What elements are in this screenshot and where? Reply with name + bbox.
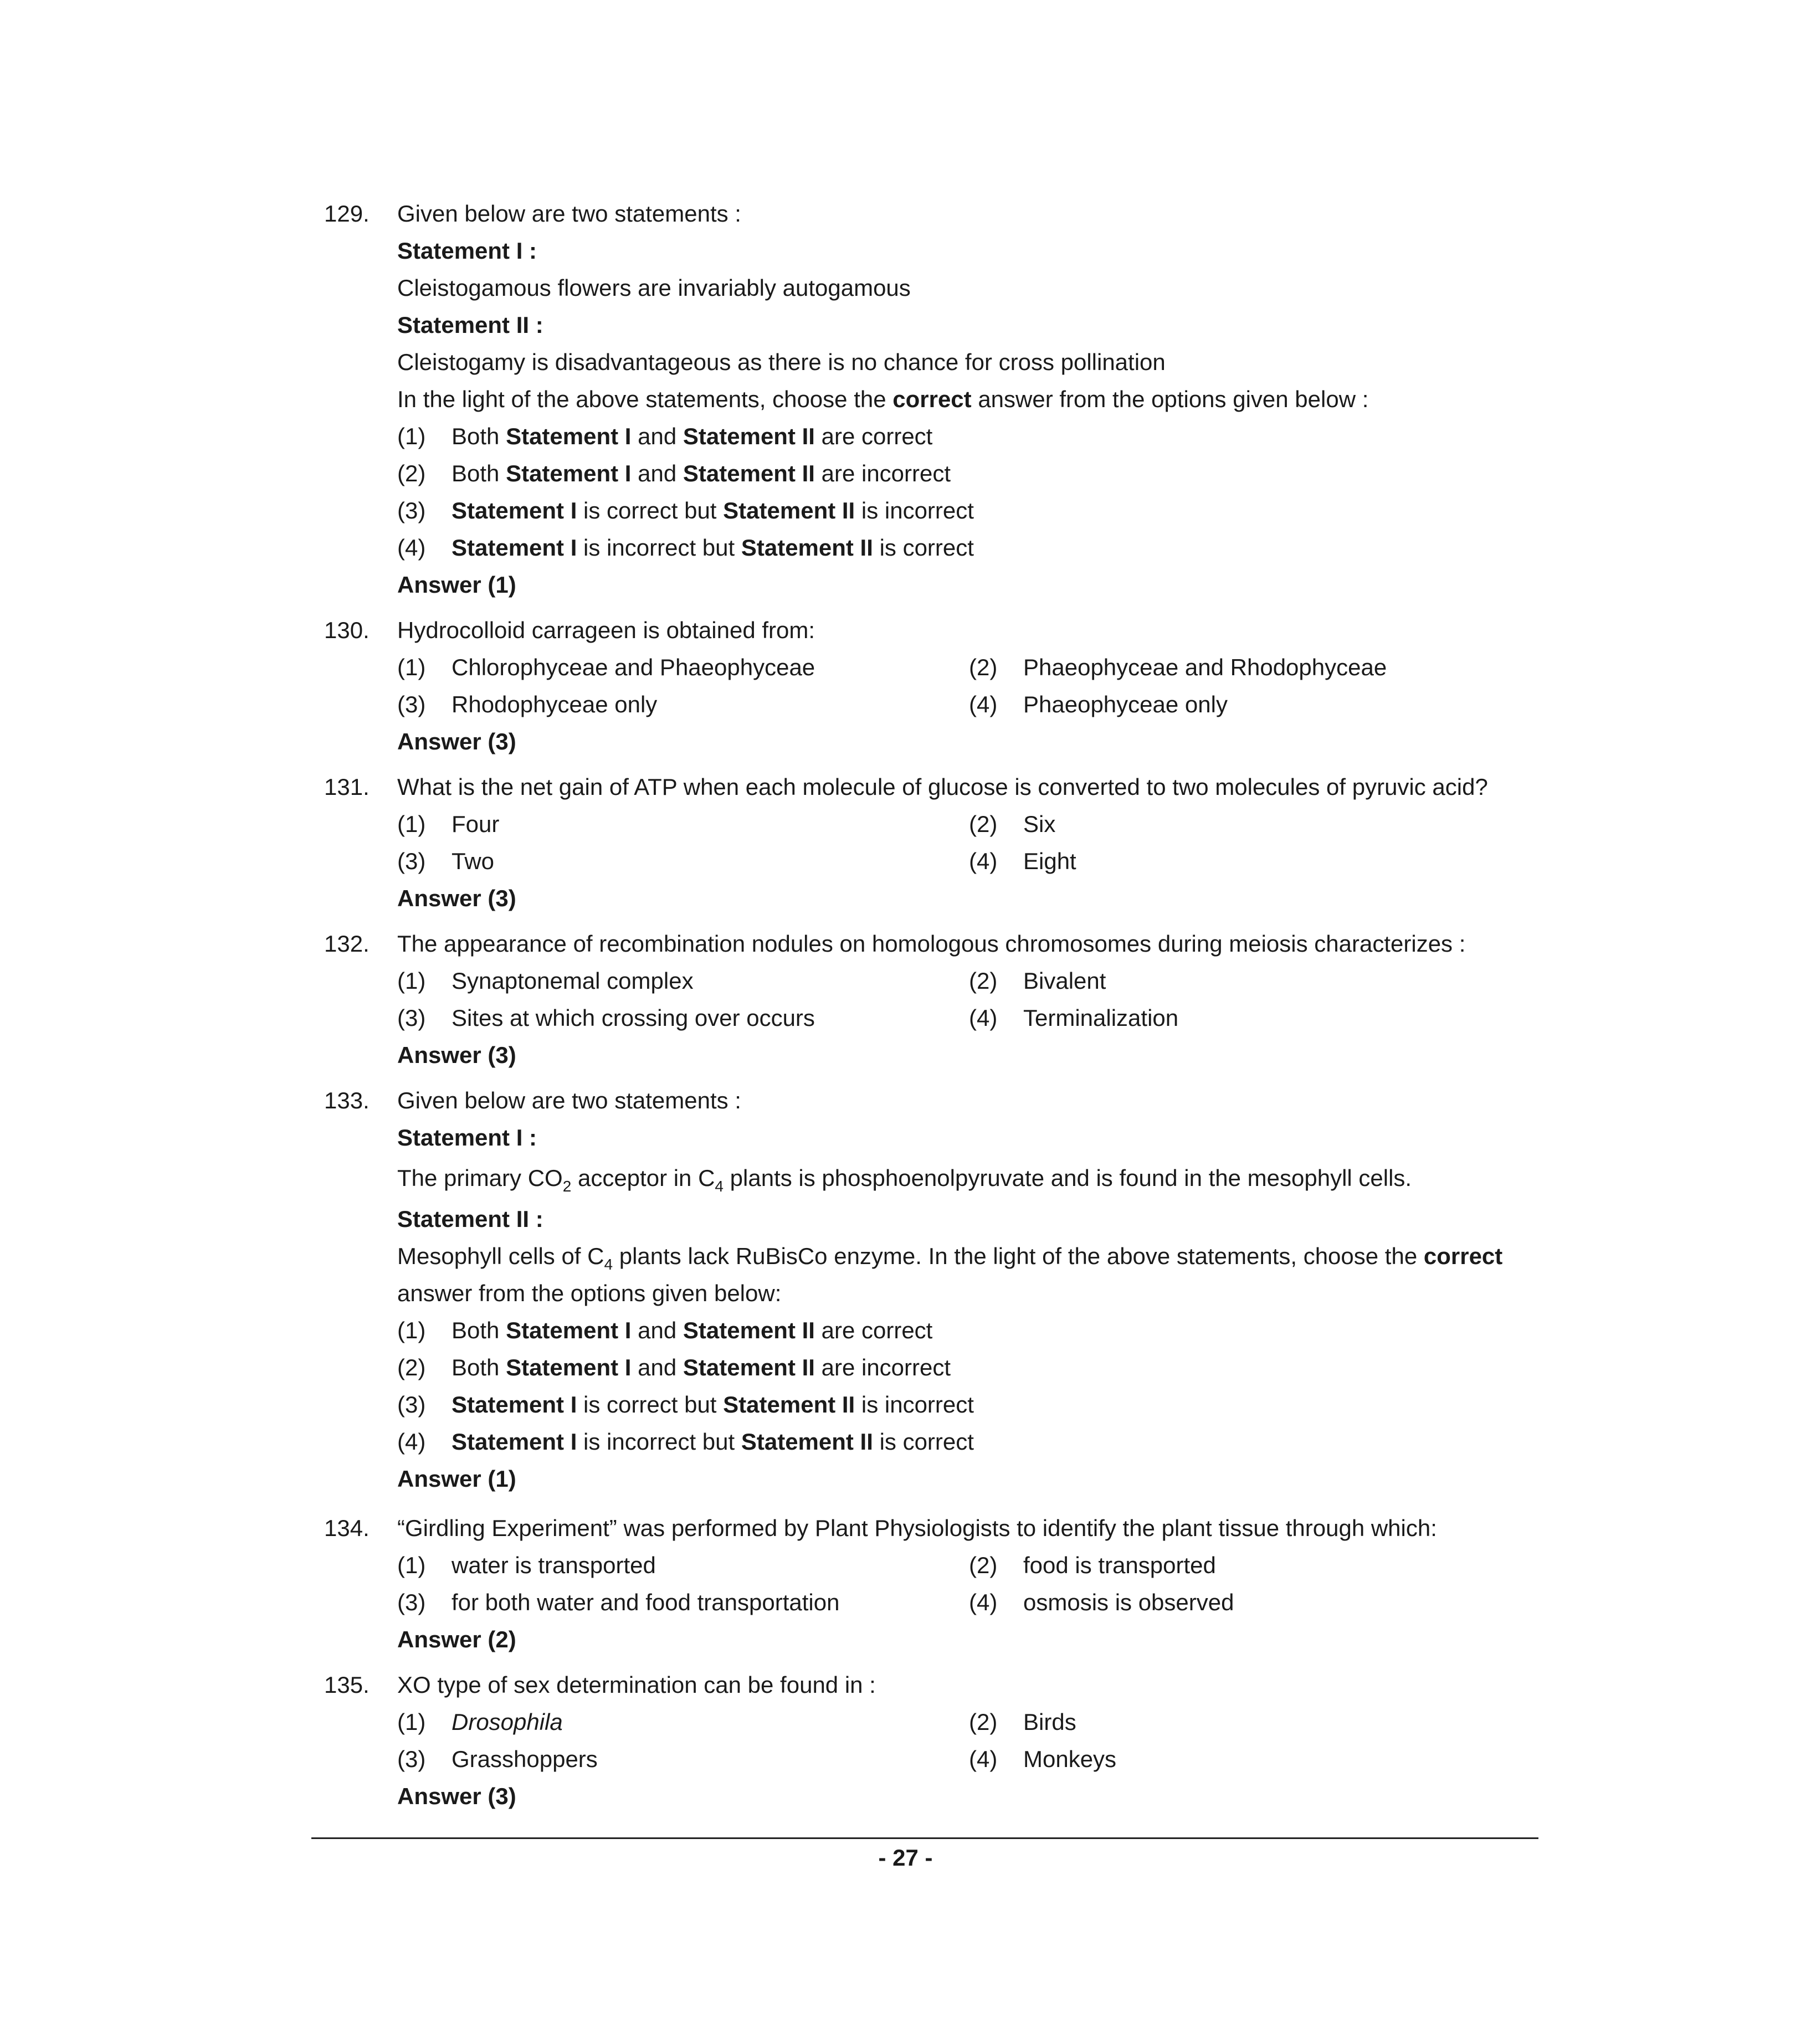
option-number: (2)	[969, 654, 998, 680]
option-number: (4)	[969, 1005, 998, 1031]
option-text-bold: Statement I	[506, 1354, 632, 1380]
option-number: (4)	[969, 1746, 998, 1772]
option-1[interactable]	[397, 1703, 969, 1740]
option-text: Drosophila	[452, 1709, 563, 1735]
option-text-bold: Statement II	[723, 1391, 855, 1418]
option-1[interactable]	[397, 1312, 1543, 1349]
option-text: is correct	[873, 535, 974, 561]
option-number: (3)	[397, 1589, 426, 1615]
subscript: 4	[604, 1256, 613, 1273]
question-stem: Given below are two statements :	[397, 1087, 741, 1113]
option-3[interactable]	[397, 999, 969, 1036]
option-text: Synaptonemal complex	[452, 968, 694, 994]
option-2[interactable]	[397, 455, 1543, 492]
option-2[interactable]	[969, 805, 1523, 843]
option-text-bold: Statement II	[683, 460, 815, 486]
instruction-bold: correct	[892, 386, 972, 412]
option-text: food is transported	[1023, 1552, 1216, 1578]
question-number: 131.	[324, 774, 370, 800]
options-grid	[397, 1703, 1543, 1778]
option-text: and	[631, 1354, 683, 1380]
option-text: Phaeophyceae and Rhodophyceae	[1023, 654, 1387, 680]
option-1[interactable]	[397, 805, 969, 843]
option-text: Birds	[1023, 1709, 1076, 1735]
option-number: (4)	[969, 691, 998, 717]
option-text: Both	[452, 423, 506, 449]
option-text: osmosis is observed	[1023, 1589, 1234, 1615]
footer-divider	[311, 1837, 1538, 1839]
option-number: (1)	[397, 423, 426, 449]
option-number: (2)	[969, 1552, 998, 1578]
question-number: 135.	[324, 1672, 370, 1698]
option-4[interactable]	[969, 999, 1523, 1036]
option-4[interactable]	[969, 1584, 1523, 1621]
question-134	[324, 1509, 1543, 1658]
option-3[interactable]	[397, 1584, 969, 1621]
option-text: are correct	[814, 1317, 933, 1343]
answer: Answer (3)	[397, 885, 516, 911]
question-number: 132.	[324, 931, 370, 957]
option-text: is correct but	[577, 497, 724, 523]
question-number: 129.	[324, 201, 370, 227]
statement-text: The primary CO	[397, 1165, 563, 1191]
statement-text-bold: correct	[1423, 1243, 1503, 1269]
option-number: (1)	[397, 654, 426, 680]
question-stem: What is the net gain of ATP when each molecule of glucose is converted to two molecules of pyruvic acid?	[397, 774, 1488, 800]
question-stem: “Girdling Experiment” was performed by Plant Physiologists to identify the plant tissue through which:	[397, 1515, 1437, 1541]
question-stem: Given below are two statements :	[397, 201, 741, 227]
option-number: (3)	[397, 1005, 426, 1031]
statement-2-text: Cleistogamy is disadvantageous as there is no chance for cross pollination	[397, 349, 1166, 375]
option-number: (2)	[397, 460, 426, 486]
question-129	[324, 195, 1543, 603]
option-text-bold: Statement I	[452, 1429, 577, 1455]
option-text: water is transported	[452, 1552, 656, 1578]
statement-1-label: Statement I :	[397, 1124, 537, 1151]
option-text: is incorrect but	[577, 1429, 741, 1455]
option-number: (1)	[397, 811, 426, 837]
option-number: (1)	[397, 1709, 426, 1735]
option-4[interactable]	[969, 686, 1523, 723]
option-text: Both	[452, 1354, 506, 1380]
option-text: Eight	[1023, 848, 1076, 874]
question-number: 130.	[324, 617, 370, 643]
option-2[interactable]	[969, 649, 1523, 686]
statement-2-label: Statement II :	[397, 1206, 543, 1232]
statement-1-text: Cleistogamous flowers are invariably autogamous	[397, 275, 911, 301]
option-number: (3)	[397, 497, 426, 523]
option-1[interactable]	[397, 418, 1543, 455]
option-text: Grasshoppers	[452, 1746, 598, 1772]
instruction-text: answer from the options given below :	[971, 386, 1369, 412]
option-2[interactable]	[969, 962, 1523, 999]
option-text-bold: Statement II	[683, 423, 815, 449]
statement-text: plants lack RuBisCo enzyme. In the light of the above statements, choose the	[613, 1243, 1424, 1269]
question-number: 133.	[324, 1087, 370, 1113]
option-1[interactable]	[397, 1547, 969, 1584]
option-text: is correct but	[577, 1391, 724, 1418]
option-text: are incorrect	[814, 460, 951, 486]
question-stem: Hydrocolloid carrageen is obtained from:	[397, 617, 815, 643]
option-number: (4)	[397, 535, 426, 561]
statement-1-text	[397, 1156, 1543, 1200]
option-3[interactable]	[397, 1386, 1543, 1423]
option-text-bold: Statement II	[741, 1429, 873, 1455]
option-text: Both	[452, 460, 506, 486]
question-stem: XO type of sex determination can be found in :	[397, 1672, 876, 1698]
question-132	[324, 925, 1543, 1074]
option-number: (3)	[397, 848, 426, 874]
option-text-bold: Statement II	[741, 535, 873, 561]
option-text: Rhodophyceae only	[452, 691, 658, 717]
option-number: (4)	[969, 848, 998, 874]
option-3[interactable]	[397, 1740, 969, 1778]
option-text: is correct	[873, 1429, 974, 1455]
option-number: (3)	[397, 691, 426, 717]
option-text: is incorrect	[855, 497, 974, 523]
option-number: (2)	[969, 968, 998, 994]
options-grid	[397, 649, 1543, 723]
option-text: Monkeys	[1023, 1746, 1117, 1772]
option-text: Bivalent	[1023, 968, 1106, 994]
statement-2-text	[397, 1237, 1543, 1275]
question-133	[324, 1082, 1543, 1497]
option-number: (1)	[397, 1552, 426, 1578]
answer: Answer (1)	[397, 572, 516, 598]
statement-1-label: Statement I :	[397, 238, 537, 264]
option-number: (3)	[397, 1746, 426, 1772]
option-text: for both water and food transportation	[452, 1589, 840, 1615]
option-text: Chlorophyceae and Phaeophyceae	[452, 654, 815, 680]
option-number: (4)	[969, 1589, 998, 1615]
statement-text: Mesophyll cells of C	[397, 1243, 604, 1269]
option-text: Two	[452, 848, 495, 874]
option-text: Four	[452, 811, 500, 837]
option-text-bold: Statement II	[723, 497, 855, 523]
answer: Answer (1)	[397, 1466, 516, 1492]
option-text: Phaeophyceae only	[1023, 691, 1228, 717]
question-130	[324, 612, 1543, 760]
option-number: (3)	[397, 1391, 426, 1418]
option-1[interactable]	[397, 962, 969, 999]
option-4[interactable]	[397, 529, 1543, 566]
options-grid	[397, 1547, 1543, 1621]
option-text: are incorrect	[814, 1354, 951, 1380]
statement-text: plants is phosphoenolpyruvate and is found in the mesophyll cells.	[724, 1165, 1412, 1191]
option-1[interactable]	[397, 649, 969, 686]
statement-2-label: Statement II :	[397, 312, 543, 338]
option-text-bold: Statement II	[683, 1354, 815, 1380]
questions-list	[324, 195, 1543, 1815]
option-text-bold: Statement I	[506, 1317, 632, 1343]
question-135	[324, 1666, 1543, 1815]
option-text: and	[631, 460, 683, 486]
option-text: is incorrect	[855, 1391, 974, 1418]
option-text-bold: Statement II	[683, 1317, 815, 1343]
option-text-bold: Statement I	[452, 535, 577, 561]
option-text: is incorrect but	[577, 535, 741, 561]
option-number: (2)	[397, 1354, 426, 1380]
option-number: (1)	[397, 968, 426, 994]
answer: Answer (3)	[397, 1042, 516, 1068]
option-number: (1)	[397, 1317, 426, 1343]
instruction-text: In the light of the above statements, choose the	[397, 386, 893, 412]
option-3[interactable]	[397, 843, 969, 880]
option-text: Both	[452, 1317, 506, 1343]
statement-text: acceptor in C	[571, 1165, 715, 1191]
option-2[interactable]	[969, 1547, 1523, 1584]
option-2[interactable]	[969, 1703, 1523, 1740]
instruction	[397, 381, 1543, 418]
page-number: - 27 -	[878, 1845, 933, 1871]
option-text: Sites at which crossing over occurs	[452, 1005, 815, 1031]
option-3[interactable]	[397, 686, 969, 723]
instruction: answer from the options given below:	[397, 1280, 782, 1306]
option-2[interactable]	[397, 1349, 1543, 1386]
option-number: (2)	[969, 1709, 998, 1735]
option-text-bold: Statement I	[452, 497, 577, 523]
option-text: and	[631, 1317, 683, 1343]
option-text-bold: Statement I	[506, 423, 632, 449]
option-3[interactable]	[397, 492, 1543, 529]
answer: Answer (3)	[397, 728, 516, 754]
question-stem: The appearance of recombination nodules on homologous chromosomes during meiosis characterizes :	[397, 931, 1466, 957]
answer: Answer (2)	[397, 1626, 516, 1652]
question-131	[324, 768, 1543, 917]
option-4[interactable]	[969, 843, 1523, 880]
subscript: 4	[715, 1178, 724, 1195]
option-text-bold: Statement I	[506, 460, 632, 486]
option-text-bold: Statement I	[452, 1391, 577, 1418]
subscript: 2	[562, 1178, 572, 1195]
options-grid	[397, 962, 1543, 1036]
question-number: 134.	[324, 1515, 370, 1541]
option-4[interactable]	[397, 1423, 1543, 1460]
answer: Answer (3)	[397, 1783, 516, 1809]
option-text: are correct	[814, 423, 933, 449]
option-text: Six	[1023, 811, 1056, 837]
option-text: Terminalization	[1023, 1005, 1179, 1031]
option-4[interactable]	[969, 1740, 1523, 1778]
option-number: (2)	[969, 811, 998, 837]
option-number: (4)	[397, 1429, 426, 1455]
option-text: and	[631, 423, 683, 449]
options-grid	[397, 805, 1543, 880]
